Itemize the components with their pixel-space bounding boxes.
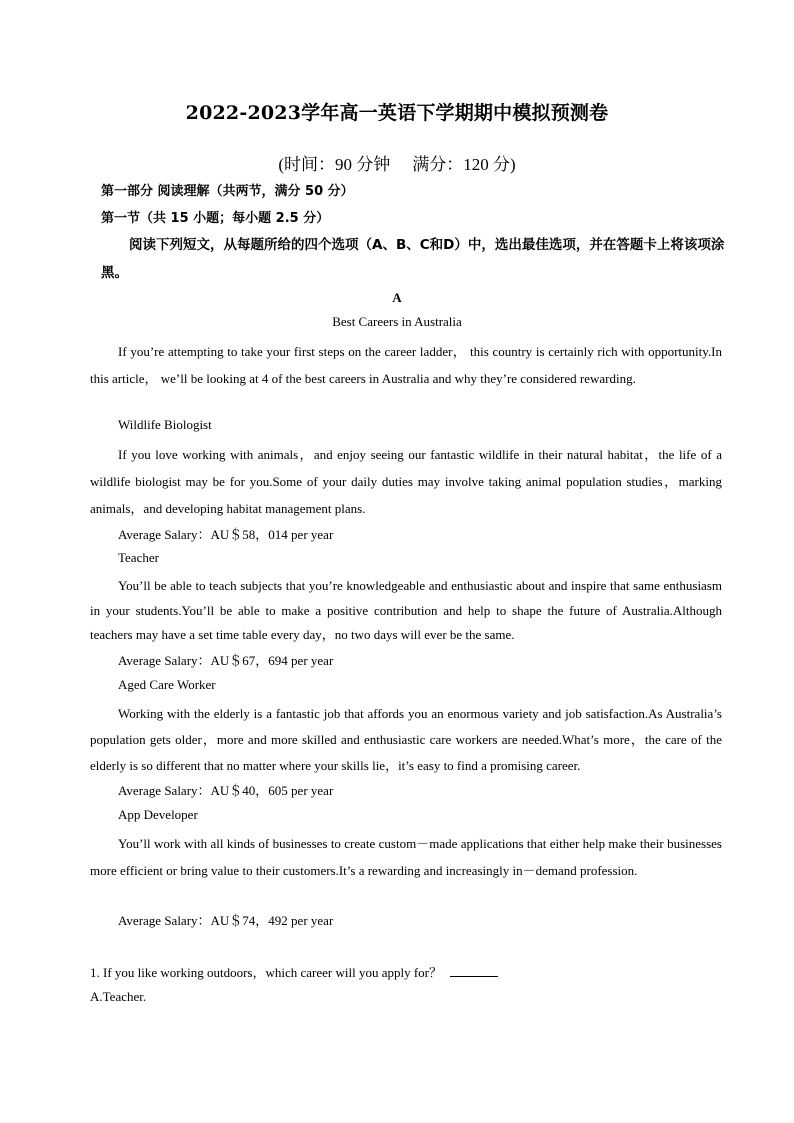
exam-time: (时间：90 分钟 [278, 155, 391, 174]
exam-score: 满分：120 分) [412, 155, 516, 174]
career-text: You’ll work with all kinds of businesses to create custom－made applications that either help make their businesses more efficient or bring value to their customers.It’s a rewarding and increasingly in－demand profession. [90, 836, 722, 878]
exam-title: 2022-2023学年高一英语下学期期中模拟预测卷 [185, 102, 609, 124]
passage-label: A [392, 290, 402, 305]
section-heading: 第一节（共 15 小题；每小题 2.5 分） [101, 211, 330, 226]
career-text: You’ll be able to teach subjects that you’re knowledgeable and enthusiastic about and inspire that same enthusiasm in your students.You’ll be able to make a positive contribution and help to shape the future of Australia.Although teachers may have a set time table every day，no two days will ever be the same. [90, 578, 722, 642]
career-salary: Average Salary：AU＄40，605 per year [118, 783, 334, 798]
answer-blank[interactable] [450, 964, 498, 977]
career-salary: Average Salary：AU＄67，694 per year [118, 653, 334, 668]
career-salary: Average Salary：AU＄74，492 per year [118, 913, 334, 928]
career-name: Wildlife Biologist [118, 417, 212, 432]
passage-intro: If you’re attempting to take your first steps on the career ladder， this country is certainly rich with opportunity.In this article， we’ll be looking at 4 of the best careers in Australia and why they’re considered rewarding. [90, 344, 722, 386]
career-salary: Average Salary：AU＄58，014 per year [118, 527, 334, 542]
part-heading: 第一部分 阅读理解（共两节，满分 50 分） [101, 184, 354, 199]
question-1 [90, 962, 498, 981]
instructions: 阅读下列短文，从每题所给的四个选项（A、B、C和D）中，选出最佳选项，并在答题卡上将该项涂黑。 [101, 237, 725, 281]
career-name: Aged Care Worker [118, 677, 216, 692]
passage-title: Best Careers in Australia [332, 314, 462, 329]
career-text: If you love working with animals，and enjoy seeing our fantastic wildlife in their natural habitat，the life of a wildlife biologist may be for you.Some of your daily duties may involve taking animal population studies，marking animals，and developing habitat management plans. [90, 447, 722, 516]
question-text: 1. If you like working outdoors，which career will you apply for？ [90, 965, 443, 980]
option-a: A.Teacher. [90, 989, 147, 1004]
career-text: Working with the elderly is a fantastic job that affords you an enormous variety and job satisfaction.As Australia’s population gets older，more and more skilled and enthusiastic care workers are needed.What’s more，the care of the elderly is so different that no matter where your skills lie，it’s easy to find a promising career. [90, 706, 722, 773]
career-name: App Developer [118, 807, 198, 822]
exam-meta [0, 150, 794, 175]
career-name: Teacher [118, 550, 159, 565]
